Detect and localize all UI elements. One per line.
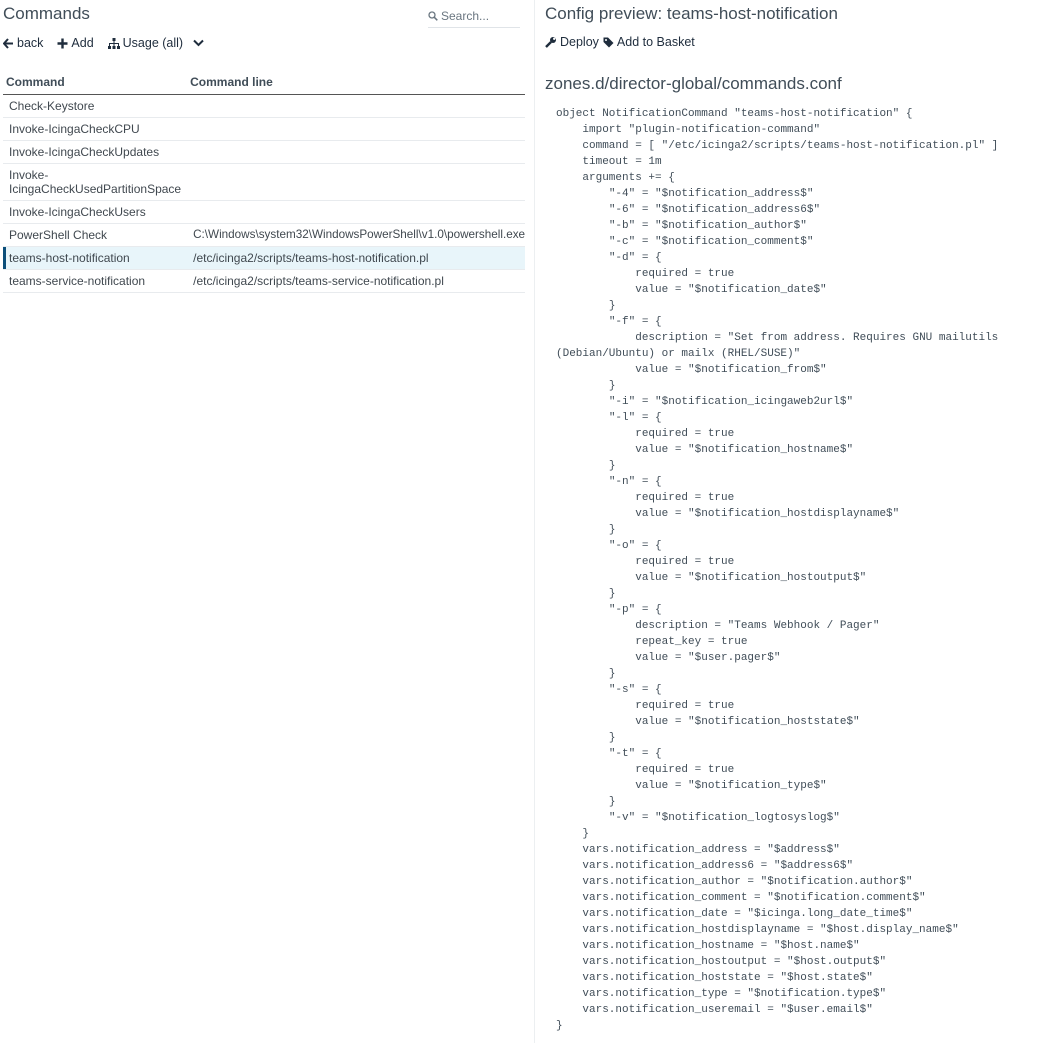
command-name: teams-host-notification xyxy=(3,247,187,270)
command-line: /etc/icinga2/scripts/teams-service-notification.pl xyxy=(187,270,525,293)
usage-filter[interactable] xyxy=(108,36,183,50)
tag-icon xyxy=(603,37,614,48)
commands-toolbar xyxy=(3,36,221,50)
table-row[interactable] xyxy=(3,118,525,141)
command-line: /etc/icinga2/scripts/teams-host-notification.pl xyxy=(187,247,525,270)
command-line xyxy=(187,141,525,164)
add-to-basket-button[interactable] xyxy=(603,35,695,49)
table-row[interactable] xyxy=(3,141,525,164)
preview-toolbar xyxy=(545,35,699,49)
table-row[interactable] xyxy=(3,224,525,247)
command-name: Invoke-IcingaCheckCPU xyxy=(3,118,187,141)
usage-dropdown-toggle[interactable] xyxy=(193,39,207,47)
command-line xyxy=(187,201,525,224)
config-code: object NotificationCommand "teams-host-notification" { import "plugin-notification-command" command = [ "/etc/icinga2/scripts/teams-host-notification.pl" ] timeout = 1m arguments += { "-4" = "$notification_address$" "-6" = "$notification_address6$" "-b" = "$notification_author$" "-c" = "$notification_comment$" "-d" = { required = true value = "$notification_date$" } "-f" = { description = "Set from address. Requires GNU mailutils (Debian/Ubuntu) or mailx (RHEL/SUSE)" value = "$notification_from$" } "-i" = "$notification_icingaweb2url$" "-l" = { required = true value = "$notification_hostname$" } "-n" = { required = true value = "$notification_hostdisplayname$" } "-o" = { required = true value = "$notification_hostoutput$" } "-p" = { description = "Teams Webhook / Pager" repeat_key = true value = "$user.pager$" } "-s" = { required = true value = "$notification_hoststate$" } "-t" = { required = true value = "$notification_type$" } "-v" = "$notification_logtosyslog$" } vars.notification_address = "$address$" vars.notification_address6 = "$address6$" vars.notification_author = "$notification.author$" vars.notification_comment = "$notification.comment$" vars.notification_date = "$icinga.long_date_time$" vars.notification_hostdisplayname = "$host.display_name$" vars.notification_hostname = "$host.name$" vars.notification_hostoutput = "$host.output$" vars.notification_hoststate = "$host.state$" vars.notification_type = "$notification.type$" vars.notification_useremail = "$user.email$" } xyxy=(556,108,999,1032)
back-label: back xyxy=(17,36,44,50)
command-name: Check-Keystore xyxy=(3,95,187,118)
back-button[interactable] xyxy=(3,36,43,50)
command-line xyxy=(187,164,525,201)
usage-label: Usage (all) xyxy=(122,36,184,50)
column-header-command-line: Command line xyxy=(187,72,525,95)
command-name: Invoke- IcingaCheckUsedPartitionSpace xyxy=(3,164,187,201)
plus-icon xyxy=(57,38,68,49)
preview-title: Config preview: teams-host-notification xyxy=(545,4,838,23)
command-line: C:\Windows\system32\WindowsPowerShell\v1.0\powershell.exe xyxy=(187,224,525,247)
command-name: teams-service-notification xyxy=(3,270,187,293)
command-name: PowerShell Check xyxy=(3,224,187,247)
add-label: Add xyxy=(71,36,94,50)
table-header-row xyxy=(3,72,525,95)
arrow-left-icon xyxy=(3,38,14,49)
search-placeholder: Search... xyxy=(441,9,490,23)
command-name: Invoke-IcingaCheckUsers xyxy=(3,201,187,224)
config-preview-panel xyxy=(535,0,1049,1043)
table-row[interactable] xyxy=(3,95,525,118)
command-line xyxy=(187,95,525,118)
search-icon xyxy=(428,11,438,21)
column-header-command: Command xyxy=(3,72,187,95)
table-row[interactable] xyxy=(3,164,525,201)
add-to-basket-label: Add to Basket xyxy=(616,35,695,49)
page-title: Commands xyxy=(3,4,90,23)
command-name: Invoke-IcingaCheckUpdates xyxy=(3,141,187,164)
add-button[interactable] xyxy=(57,36,93,50)
wrench-icon xyxy=(545,36,557,48)
config-file-name: zones.d/director-global/commands.conf xyxy=(545,74,842,93)
chevron-down-icon xyxy=(193,39,204,47)
table-row-selected[interactable] xyxy=(3,247,525,270)
deploy-label: Deploy xyxy=(560,35,599,49)
command-line xyxy=(187,118,525,141)
commands-table xyxy=(3,72,525,293)
table-row[interactable] xyxy=(3,270,525,293)
table-row[interactable] xyxy=(3,201,525,224)
search-input[interactable] xyxy=(428,9,520,28)
deploy-button[interactable] xyxy=(545,35,599,49)
sitemap-icon xyxy=(108,38,120,49)
